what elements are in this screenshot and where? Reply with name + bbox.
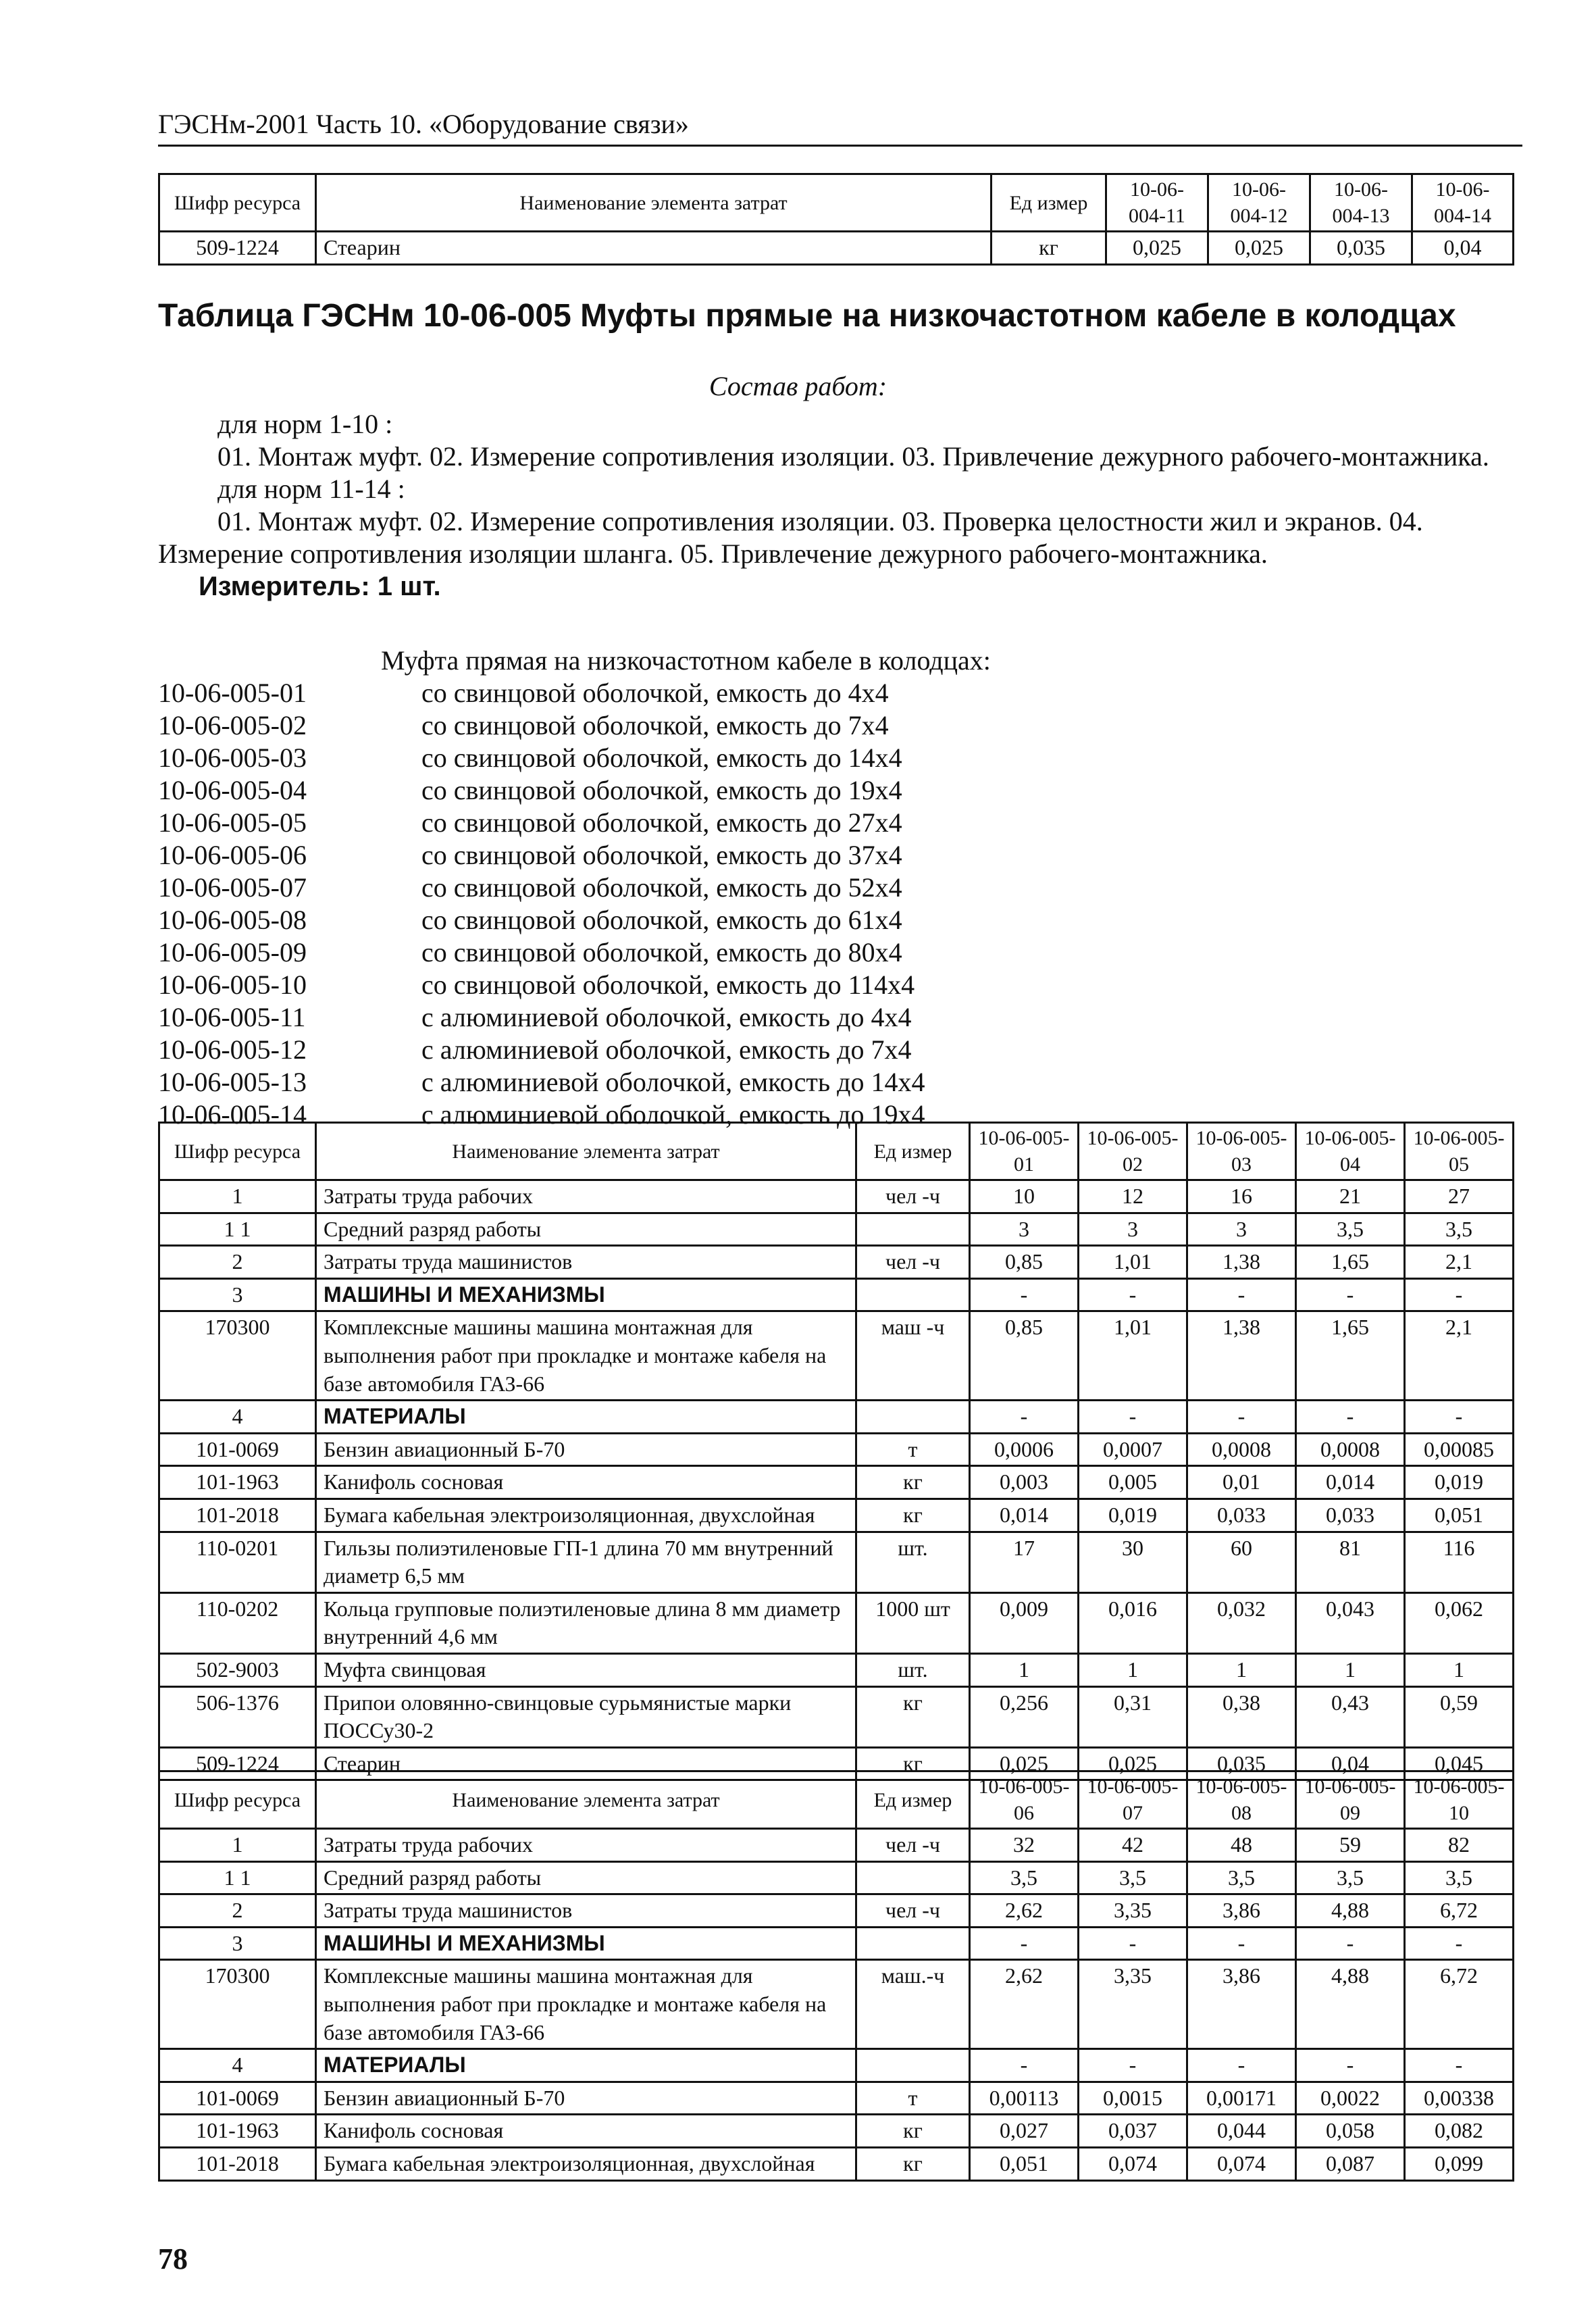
resource-unit: чел -ч (856, 1894, 970, 1928)
resource-unit (856, 1861, 970, 1894)
resource-value: 3,86 (1187, 1960, 1296, 2049)
resource-value: 1,01 (1079, 1311, 1187, 1401)
resource-name: Комплексные машины машина монтажная для выполнения работ при прокладке и монтаже кабеля на базе автомобиля ГАЗ-66 (316, 1960, 856, 2049)
table-section-row (159, 1927, 1514, 1960)
resource-code: 101-1963 (159, 1466, 316, 1499)
norm-code: 10-06-005-12 (158, 1034, 307, 1065)
resource-value: 0,256 (970, 1686, 1079, 1747)
table-header-row (159, 1771, 1514, 1829)
resource-name: Бензин авиационный Б-70 (316, 1433, 856, 1466)
col-header-norm: 10-06-004-11 (1106, 174, 1208, 232)
table-header-row (159, 174, 1514, 232)
resource-code: 3 (159, 1927, 316, 1960)
table-section-row (159, 2049, 1514, 2082)
resource-name: МАШИНЫ И МЕХАНИЗМЫ (316, 1927, 856, 1960)
table-section-row (159, 1278, 1514, 1311)
list-item (158, 774, 1522, 807)
resource-value: - (970, 1401, 1079, 1434)
resource-value: 0,014 (1296, 1466, 1405, 1499)
table-row (159, 1592, 1514, 1653)
table-row (159, 2115, 1514, 2148)
resource-value: 0,00171 (1187, 2082, 1296, 2115)
table-row (159, 1433, 1514, 1466)
resource-value: 32 (970, 1829, 1079, 1862)
col-header-norm: 10-06-005-03 (1187, 1123, 1296, 1180)
norm-description: со свинцовой оболочкой, емкость до 7х4 (421, 710, 889, 740)
list-item (158, 904, 1522, 936)
resource-value: 1 (1405, 1653, 1514, 1686)
norm-code: 10-06-005-06 (158, 840, 307, 870)
resource-value: 3 (970, 1213, 1079, 1246)
resource-code: 101-2018 (159, 1499, 316, 1532)
resource-value: 0,019 (1405, 1466, 1514, 1499)
resource-value: 0,074 (1079, 2147, 1187, 2180)
resource-unit: кг (856, 2115, 970, 2148)
resource-value: 82 (1405, 1829, 1514, 1862)
resource-value: 27 (1405, 1180, 1514, 1213)
norm-code: 10-06-005-08 (158, 905, 307, 935)
meter-label: Измеритель: (199, 572, 370, 601)
col-header-norm: 10-06-005-10 (1405, 1771, 1514, 1829)
resource-value: 0,025 (1079, 1747, 1187, 1780)
resource-value: 60 (1187, 1532, 1296, 1592)
resource-code: 2 (159, 1246, 316, 1279)
resource-code: 101-1963 (159, 2115, 316, 2148)
resource-code: 110-0202 (159, 1592, 316, 1653)
resource-name: МАШИНЫ И МЕХАНИЗМЫ (316, 1278, 856, 1311)
resource-value: 0,0008 (1296, 1433, 1405, 1466)
resource-value: 0,043 (1296, 1592, 1405, 1653)
resource-value: 0,082 (1405, 2115, 1514, 2148)
resource-unit (856, 1213, 970, 1246)
resource-value: - (1079, 1927, 1187, 1960)
norm-code: 10-06-005-04 (158, 775, 307, 805)
resource-value: 0,005 (1079, 1466, 1187, 1499)
resource-value: 0,0007 (1079, 1433, 1187, 1466)
resource-name: Стеарин (316, 232, 992, 265)
resource-name: Стеарин (316, 1747, 856, 1780)
resource-value: 21 (1296, 1180, 1405, 1213)
resource-value: - (1079, 1401, 1187, 1434)
resource-value: 0,019 (1079, 1499, 1187, 1532)
col-header-norm: 10-06-004-14 (1412, 174, 1514, 232)
norm-description: со свинцовой оболочкой, емкость до 14х4 (421, 743, 902, 773)
resource-unit: шт. (856, 1653, 970, 1686)
resource-value: 0,016 (1079, 1592, 1187, 1653)
resource-unit (856, 2049, 970, 2082)
norm-code: 10-06-005-11 (158, 1002, 306, 1032)
resource-code: 506-1376 (159, 1686, 316, 1747)
resource-value: 3,5 (1296, 1213, 1405, 1246)
resource-value: 0,00085 (1405, 1433, 1514, 1466)
resource-value: - (1296, 1401, 1405, 1434)
resource-value: 2,62 (970, 1960, 1079, 2049)
resource-value: 0,032 (1187, 1592, 1296, 1653)
resource-value: 10 (970, 1180, 1079, 1213)
resource-unit: т (856, 1433, 970, 1466)
meter-line (158, 570, 1522, 603)
resource-value: 0,009 (970, 1592, 1079, 1653)
col-header-code: Шифр ресурса (159, 1123, 316, 1180)
table-row (159, 1180, 1514, 1213)
norm-code: 10-06-005-09 (158, 937, 307, 967)
resource-value: 3,5 (1405, 1213, 1514, 1246)
resource-unit: кг (856, 1499, 970, 1532)
norm-code: 10-06-005-02 (158, 710, 307, 740)
resource-unit: шт. (856, 1532, 970, 1592)
resource-value: 1 (970, 1653, 1079, 1686)
resource-value: 0,00113 (970, 2082, 1079, 2115)
resource-value: 42 (1079, 1829, 1187, 1862)
work-description: 01. Монтаж муфт. 02. Измерение сопротивления изоляции. 03. Привлечение дежурного рабочего-монтажника. (217, 441, 1489, 472)
col-header-norm: 10-06-005-05 (1405, 1123, 1514, 1180)
resource-value: 0,037 (1079, 2115, 1187, 2148)
col-header-name: Наименование элемента затрат (316, 1771, 856, 1829)
resource-code: 1 (159, 1829, 316, 1862)
resource-code: 1 1 (159, 1861, 316, 1894)
list-header: Муфта прямая на низкочастотном кабеле в колодцах: (381, 645, 991, 676)
resource-unit (856, 1927, 970, 1960)
resource-value: - (1187, 1401, 1296, 1434)
norm-description: с алюминиевой оболочкой, емкость до 19х4 (421, 1099, 925, 1130)
norm-code: 10-06-005-03 (158, 743, 307, 773)
resource-value: 0,062 (1405, 1592, 1514, 1653)
resource-value: - (1296, 2049, 1405, 2082)
resource-value: 0,058 (1296, 2115, 1405, 2148)
resource-name: Затраты труда машинистов (316, 1894, 856, 1928)
resource-value: 1,01 (1079, 1246, 1187, 1279)
resource-unit: маш -ч (856, 1311, 970, 1401)
resource-code: 110-0201 (159, 1532, 316, 1592)
table-row (159, 1653, 1514, 1686)
resource-value: 59 (1296, 1829, 1405, 1862)
resource-value: - (970, 1278, 1079, 1311)
resource-value: 0,025 (1208, 232, 1310, 265)
resource-value: 0,033 (1296, 1499, 1405, 1532)
list-item (158, 709, 1522, 742)
resource-value: - (970, 1927, 1079, 1960)
resource-value: 0,0006 (970, 1433, 1079, 1466)
list-item (158, 936, 1522, 969)
norm-description: с алюминиевой оболочкой, емкость до 4х4 (421, 1002, 912, 1032)
resource-name: Муфта свинцовая (316, 1653, 856, 1686)
resource-value: 3,86 (1187, 1894, 1296, 1928)
table-row (159, 2082, 1514, 2115)
resource-name: Затраты труда рабочих (316, 1180, 856, 1213)
resource-value: 0,044 (1187, 2115, 1296, 2148)
col-header-norm: 10-06-004-12 (1208, 174, 1310, 232)
resource-name: Комплексные машины машина монтажная для выполнения работ при прокладке и монтаже кабеля на базе автомобиля ГАЗ-66 (316, 1311, 856, 1401)
resource-name: Канифоль сосновая (316, 1466, 856, 1499)
resource-value: 1 (1079, 1653, 1187, 1686)
resource-name: Гильзы полиэтиленовые ГП-1 длина 70 мм внутренний диаметр 6,5 мм (316, 1532, 856, 1592)
norm-description: со свинцовой оболочкой, емкость до 27х4 (421, 807, 902, 838)
resource-name: Бензин авиационный Б-70 (316, 2082, 856, 2115)
table-row (159, 1894, 1514, 1928)
resource-value: 0,04 (1296, 1747, 1405, 1780)
table-row (159, 1246, 1514, 1279)
resource-name: Затраты труда рабочих (316, 1829, 856, 1862)
resource-code: 101-0069 (159, 1433, 316, 1466)
resource-value: 116 (1405, 1532, 1514, 1592)
norms-label: для норм 11-14 : (217, 474, 405, 504)
resource-value: 0,035 (1310, 232, 1412, 265)
table-row (159, 1960, 1514, 2049)
col-header-name: Наименование элемента затрат (316, 1123, 856, 1180)
col-header-norm: 10-06-004-13 (1310, 174, 1412, 232)
resource-unit: чел -ч (856, 1829, 970, 1862)
resource-value: - (1405, 1278, 1514, 1311)
resource-unit: кг (856, 1466, 970, 1499)
resource-value: 17 (970, 1532, 1079, 1592)
table-row (159, 1861, 1514, 1894)
col-header-code: Шифр ресурса (159, 174, 316, 232)
resource-unit: чел -ч (856, 1180, 970, 1213)
resource-value: 3,35 (1079, 1960, 1187, 2049)
norm-description: со свинцовой оболочкой, емкость до 19х4 (421, 775, 902, 805)
resource-value: 3,5 (1296, 1861, 1405, 1894)
norm-description: со свинцовой оболочкой, емкость до 37х4 (421, 840, 902, 870)
resource-name: Средний разряд работы (316, 1861, 856, 1894)
table-section-row (159, 1401, 1514, 1434)
resource-name: Бумага кабельная электроизоляционная, двухслойная (316, 1499, 856, 1532)
resource-value: 0,033 (1187, 1499, 1296, 1532)
resource-value: 48 (1187, 1829, 1296, 1862)
resource-value: - (1079, 1278, 1187, 1311)
resource-value: 16 (1187, 1180, 1296, 1213)
resource-value: - (1187, 1927, 1296, 1960)
table-row (159, 2147, 1514, 2180)
col-header-unit: Ед измер (856, 1771, 970, 1829)
table-row (159, 1311, 1514, 1401)
resource-value: 0,051 (970, 2147, 1079, 2180)
resource-code: 170300 (159, 1311, 316, 1401)
resource-code: 4 (159, 1401, 316, 1434)
resource-unit: т (856, 2082, 970, 2115)
resource-value: - (1296, 1278, 1405, 1311)
col-header-norm: 10-06-005-02 (1079, 1123, 1187, 1180)
norm-code: 10-06-005-01 (158, 678, 307, 708)
resource-value: 2,1 (1405, 1246, 1514, 1279)
resource-code: 101-2018 (159, 2147, 316, 2180)
col-header-unit: Ед измер (992, 174, 1106, 232)
resource-code: 1 1 (159, 1213, 316, 1246)
resource-code: 509-1224 (159, 232, 316, 265)
resource-value: 0,0008 (1187, 1433, 1296, 1466)
norm-code: 10-06-005-07 (158, 872, 307, 903)
norm-description: со свинцовой оболочкой, емкость до 114х4 (421, 970, 915, 1000)
col-header-unit: Ед измер (856, 1123, 970, 1180)
resource-code: 170300 (159, 1960, 316, 2049)
list-item (158, 1001, 1522, 1034)
resource-unit (856, 1278, 970, 1311)
work-composition (158, 408, 1522, 603)
resource-value: - (1405, 1927, 1514, 1960)
col-header-code: Шифр ресурса (159, 1771, 316, 1829)
col-header-norm: 10-06-005-01 (970, 1123, 1079, 1180)
resource-value: 0,051 (1405, 1499, 1514, 1532)
resource-value: 0,01 (1187, 1466, 1296, 1499)
resource-value: 3,5 (1079, 1861, 1187, 1894)
norm-description: с алюминиевой оболочкой, емкость до 14х4 (421, 1067, 925, 1097)
meter-value: 1 шт. (377, 572, 441, 601)
resource-value: 0,43 (1296, 1686, 1405, 1747)
resource-value: - (1187, 1278, 1296, 1311)
resource-value: 1,65 (1296, 1246, 1405, 1279)
resource-unit: маш.-ч (856, 1960, 970, 2049)
resource-code: 509-1224 (159, 1747, 316, 1780)
running-header: ГЭСНм-2001 Часть 10. «Оборудование связи» (158, 109, 689, 139)
col-header-norm: 10-06-005-06 (970, 1771, 1079, 1829)
list-item (158, 677, 1522, 709)
resource-value: 0,38 (1187, 1686, 1296, 1747)
resource-name: Канифоль сосновая (316, 2115, 856, 2148)
resource-value: 3 (1187, 1213, 1296, 1246)
resource-value: - (970, 2049, 1079, 2082)
table-row (159, 232, 1514, 265)
resource-value: - (1296, 1927, 1405, 1960)
resource-value: 6,72 (1405, 1960, 1514, 2049)
resource-code: 101-0069 (159, 2082, 316, 2115)
resource-value: - (1079, 2049, 1187, 2082)
list-item (158, 1034, 1522, 1066)
resource-value: 1,38 (1187, 1311, 1296, 1401)
resource-value: 81 (1296, 1532, 1405, 1592)
resource-name: Кольца групповые полиэтиленовые длина 8 мм диаметр внутренний 4,6 мм (316, 1592, 856, 1653)
resource-name: МАТЕРИАЛЫ (316, 1401, 856, 1434)
resource-unit: кг (856, 1686, 970, 1747)
resource-value: 0,85 (970, 1246, 1079, 1279)
table-row (159, 1499, 1514, 1532)
resource-value: - (1187, 2049, 1296, 2082)
resource-value: 1 (1296, 1653, 1405, 1686)
resource-name: Бумага кабельная электроизоляционная, двухслойная (316, 2147, 856, 2180)
resource-value: 0,025 (1106, 232, 1208, 265)
resource-value: 0,027 (970, 2115, 1079, 2148)
norm-code: 10-06-005-10 (158, 970, 307, 1000)
resource-value: 4,88 (1296, 1894, 1405, 1928)
resource-code: 1 (159, 1180, 316, 1213)
resource-unit: 1000 шт (856, 1592, 970, 1653)
resource-value: 0,025 (970, 1747, 1079, 1780)
resource-value: 3,5 (970, 1861, 1079, 1894)
resource-value: 4,88 (1296, 1960, 1405, 2049)
resource-code: 4 (159, 2049, 316, 2082)
resource-value: 2,62 (970, 1894, 1079, 1928)
resource-value: - (1405, 2049, 1514, 2082)
resource-value: 0,035 (1187, 1747, 1296, 1780)
resource-value: 1,38 (1187, 1246, 1296, 1279)
header-rule (158, 145, 1522, 147)
resource-code: 3 (159, 1278, 316, 1311)
col-header-norm: 10-06-005-04 (1296, 1123, 1405, 1180)
page-number: 78 (158, 2242, 188, 2275)
table-row (159, 1829, 1514, 1862)
resource-value: 3,5 (1187, 1861, 1296, 1894)
norm-description: с алюминиевой оболочкой, емкость до 7х4 (421, 1034, 912, 1065)
resource-value: 0,00338 (1405, 2082, 1514, 2115)
resource-value: 0,0015 (1079, 2082, 1187, 2115)
norm-code: 10-06-005-05 (158, 807, 307, 838)
resource-value: 0,087 (1296, 2147, 1405, 2180)
col-header-norm: 10-06-005-07 (1079, 1771, 1187, 1829)
resource-name: Затраты труда машинистов (316, 1246, 856, 1279)
resource-unit (856, 1401, 970, 1434)
list-item (158, 872, 1522, 904)
norm-code: 10-06-005-13 (158, 1067, 307, 1097)
resource-table-1 (158, 1122, 1514, 1781)
resource-unit: кг (856, 1747, 970, 1780)
resource-name: МАТЕРИАЛЫ (316, 2049, 856, 2082)
resource-value: 0,59 (1405, 1686, 1514, 1747)
resource-name: Средний разряд работы (316, 1213, 856, 1246)
table-row (159, 1532, 1514, 1592)
resource-value: 30 (1079, 1532, 1187, 1592)
resource-value: 0,04 (1412, 232, 1514, 265)
list-item (158, 969, 1522, 1001)
list-item (158, 807, 1522, 839)
norm-description: со свинцовой оболочкой, емкость до 4х4 (421, 678, 889, 708)
resource-value: 0,074 (1187, 2147, 1296, 2180)
col-header-norm: 10-06-005-09 (1296, 1771, 1405, 1829)
table-row (159, 1466, 1514, 1499)
resource-unit: кг (856, 2147, 970, 2180)
norm-item-list (158, 645, 1522, 1131)
resource-code: 502-9003 (159, 1653, 316, 1686)
resource-value: 0,045 (1405, 1747, 1514, 1780)
norm-code: 10-06-005-14 (158, 1099, 307, 1130)
resource-value: 0,85 (970, 1311, 1079, 1401)
resource-value: 0,31 (1079, 1686, 1187, 1747)
resource-value: 0,003 (970, 1466, 1079, 1499)
norms-label: для норм 1-10 : (217, 409, 393, 439)
top-resource-table (158, 173, 1514, 266)
resource-value: 6,72 (1405, 1894, 1514, 1928)
norm-description: со свинцовой оболочкой, емкость до 80х4 (421, 937, 902, 967)
resource-table-2 (158, 1770, 1514, 2182)
table-row (159, 1686, 1514, 1747)
resource-value: - (1405, 1401, 1514, 1434)
table-row (159, 1213, 1514, 1246)
section-title: Таблица ГЭСНм 10-06-005 Муфты прямые на низкочастотном кабеле в колодцах (158, 298, 1456, 334)
resource-value: 0,099 (1405, 2147, 1514, 2180)
list-item (158, 839, 1522, 872)
work-composition-heading: Состав работ: (709, 371, 887, 401)
resource-code: 2 (159, 1894, 316, 1928)
list-item (158, 1066, 1522, 1099)
resource-value: 1 (1187, 1653, 1296, 1686)
col-header-norm: 10-06-005-08 (1187, 1771, 1296, 1829)
resource-value: 0,0022 (1296, 2082, 1405, 2115)
resource-unit: чел -ч (856, 1246, 970, 1279)
resource-value: 1,65 (1296, 1311, 1405, 1401)
norm-description: со свинцовой оболочкой, емкость до 52х4 (421, 872, 902, 903)
resource-name: Припои оловянно-свинцовые сурьмянистые марки ПОССу30-2 (316, 1686, 856, 1747)
resource-value: 3,5 (1405, 1861, 1514, 1894)
list-item (158, 742, 1522, 774)
resource-value: 12 (1079, 1180, 1187, 1213)
table-header-row (159, 1123, 1514, 1180)
resource-value: 2,1 (1405, 1311, 1514, 1401)
resource-unit: кг (992, 232, 1106, 265)
work-description: 01. Монтаж муфт. 02. Измерение сопротивления изоляции. 03. Проверка целостности жил и экранов. 04. Измерение сопротивления изоляции шланга. 05. Привлечение дежурного рабочего-монтажника. (158, 506, 1423, 569)
col-header-name: Наименование элемента затрат (316, 174, 992, 232)
norm-description: со свинцовой оболочкой, емкость до 61х4 (421, 905, 902, 935)
resource-value: 3 (1079, 1213, 1187, 1246)
resource-value: 0,014 (970, 1499, 1079, 1532)
resource-value: 3,35 (1079, 1894, 1187, 1928)
